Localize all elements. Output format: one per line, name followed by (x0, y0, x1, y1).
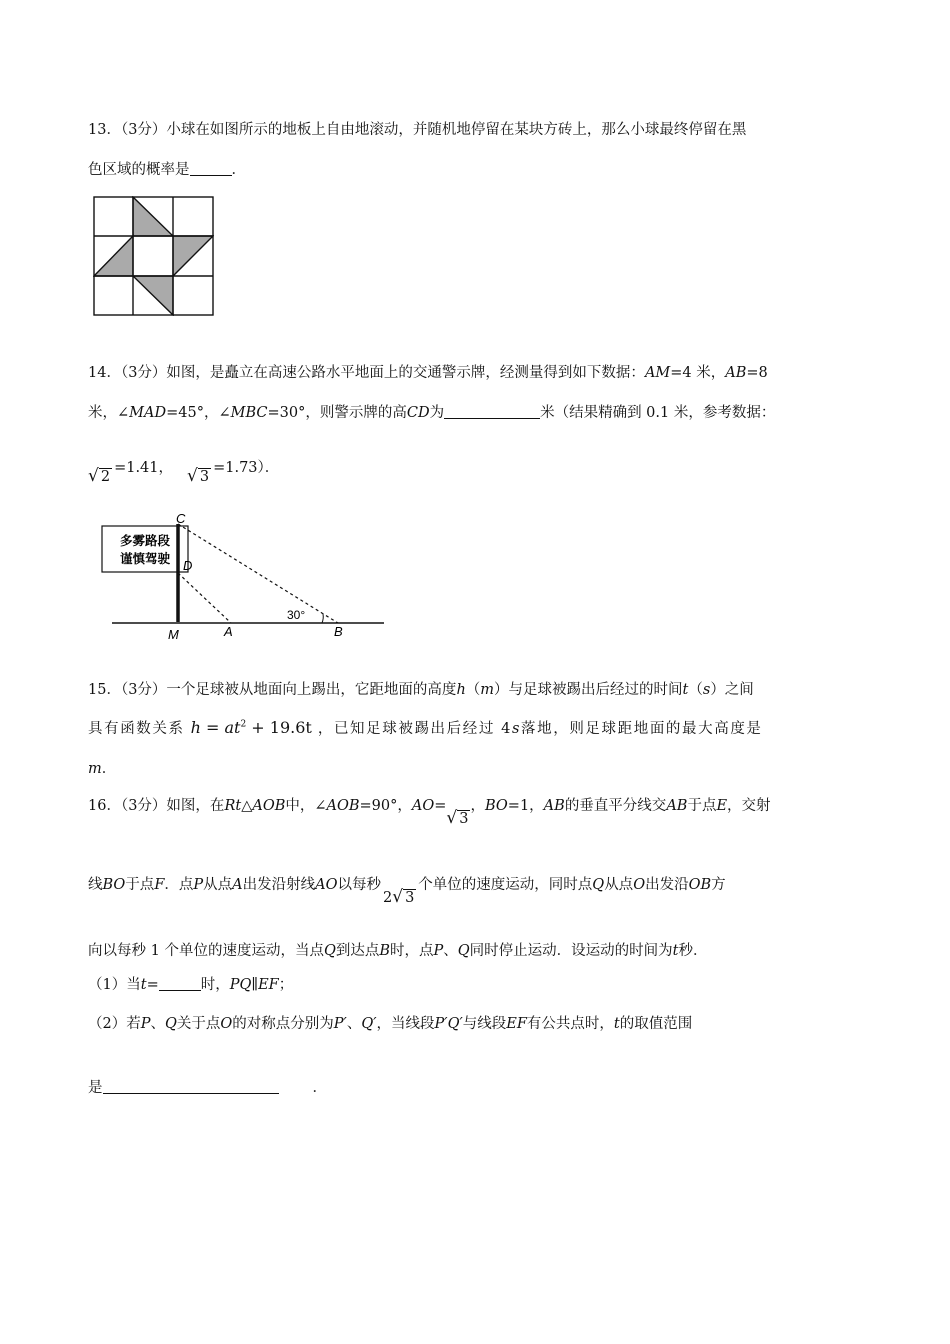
function-formula: $h = at^2 + 19.6t$ (190, 718, 312, 737)
q16-line2: 线BO于点F．点P从点A出发沿射线AO以每秒2√ 3个单位的速度运动，同时点Q从点O出发沿OB方 (88, 877, 726, 907)
q14-line2: 米，∠MAD=45°，∠MBC=30°，则警示牌的高CD为 米（结果精确到 0.1 米，参考数据： (88, 405, 776, 421)
q15-line2: 具有函数关系 $h = at^2 + 19.6t$ ，已知足球被踢出后经过 4s落地，则足球距地面的最大高度是 (88, 718, 763, 737)
shaded-triangle-left (94, 236, 133, 276)
line-da (178, 573, 231, 623)
label-c: C (176, 511, 186, 526)
angle-arc (322, 614, 323, 623)
q16-line1: 16．（3分）如图，在Rt△AOB中，∠AOB=90°，AO=√ 3，BO=1，AB的垂直平分线交AB于点E，交射 (88, 798, 771, 828)
warning-sign-figure (98, 510, 388, 645)
shaded-triangle-right (173, 236, 213, 276)
q15-line3: m． (88, 761, 117, 777)
sign-text-2: 谨慎驾驶 (119, 552, 171, 566)
line-cb (178, 524, 338, 623)
answer-blank[interactable] (159, 976, 201, 991)
q14-line1: 14．（3分）如图，是矗立在高速公路水平地面上的交通警示牌，经测量得到如下数据：AM=4 米，AB=8 (88, 365, 768, 381)
q13-line1: 13．（3分）小球在如图所示的地板上自由地滚动，并随机地停留在某块方砖上，那么小球最终停留在黑 (88, 122, 747, 138)
answer-blank[interactable] (190, 161, 232, 176)
shaded-triangle-top (133, 197, 173, 236)
label-m: M (168, 627, 179, 642)
q16-line3: 向以每秒 1 个单位的速度运动，当点Q到达点B时，点P、Q同时停止运动．设运动的时间为t秒． (88, 943, 708, 959)
shaded-triangle-bottom (133, 276, 173, 315)
q13-line2: 色区域的概率是 ． (88, 162, 246, 178)
q16-sub2: （2）若P、Q关于点O的对称点分别为P′、Q′，当线段P′Q′与线段EF有公共点时，t的取值范围 (88, 1016, 693, 1032)
two-sqrt-3: 2√ 3 (382, 887, 415, 907)
sign-text-1: 多雾路段 (119, 534, 171, 548)
sqrt-2: √ 2 (88, 466, 111, 486)
q16-sub1: （1）当t= 时，PQ∥EF； (88, 977, 294, 993)
sqrt-3: √ 3 (446, 808, 469, 828)
q15-line1: 15．（3分）一个足球被从地面向上踢出，它距地面的高度h（m）与足球被踢出后经过的时间t（s）之间 (88, 682, 754, 698)
angle-label: 30° (287, 608, 306, 622)
label-b: B (334, 624, 343, 639)
q14-line3: √ 2=1.41， √ 3=1.73）． (88, 460, 280, 486)
sqrt-3: √ 3 (187, 466, 210, 486)
floor-tile-figure (93, 196, 214, 316)
label-d: D (183, 558, 193, 573)
q16-sub2-cont: 是 ． (88, 1080, 327, 1096)
answer-blank[interactable] (103, 1079, 279, 1094)
label-a: A (224, 624, 233, 639)
answer-blank[interactable] (444, 404, 540, 419)
